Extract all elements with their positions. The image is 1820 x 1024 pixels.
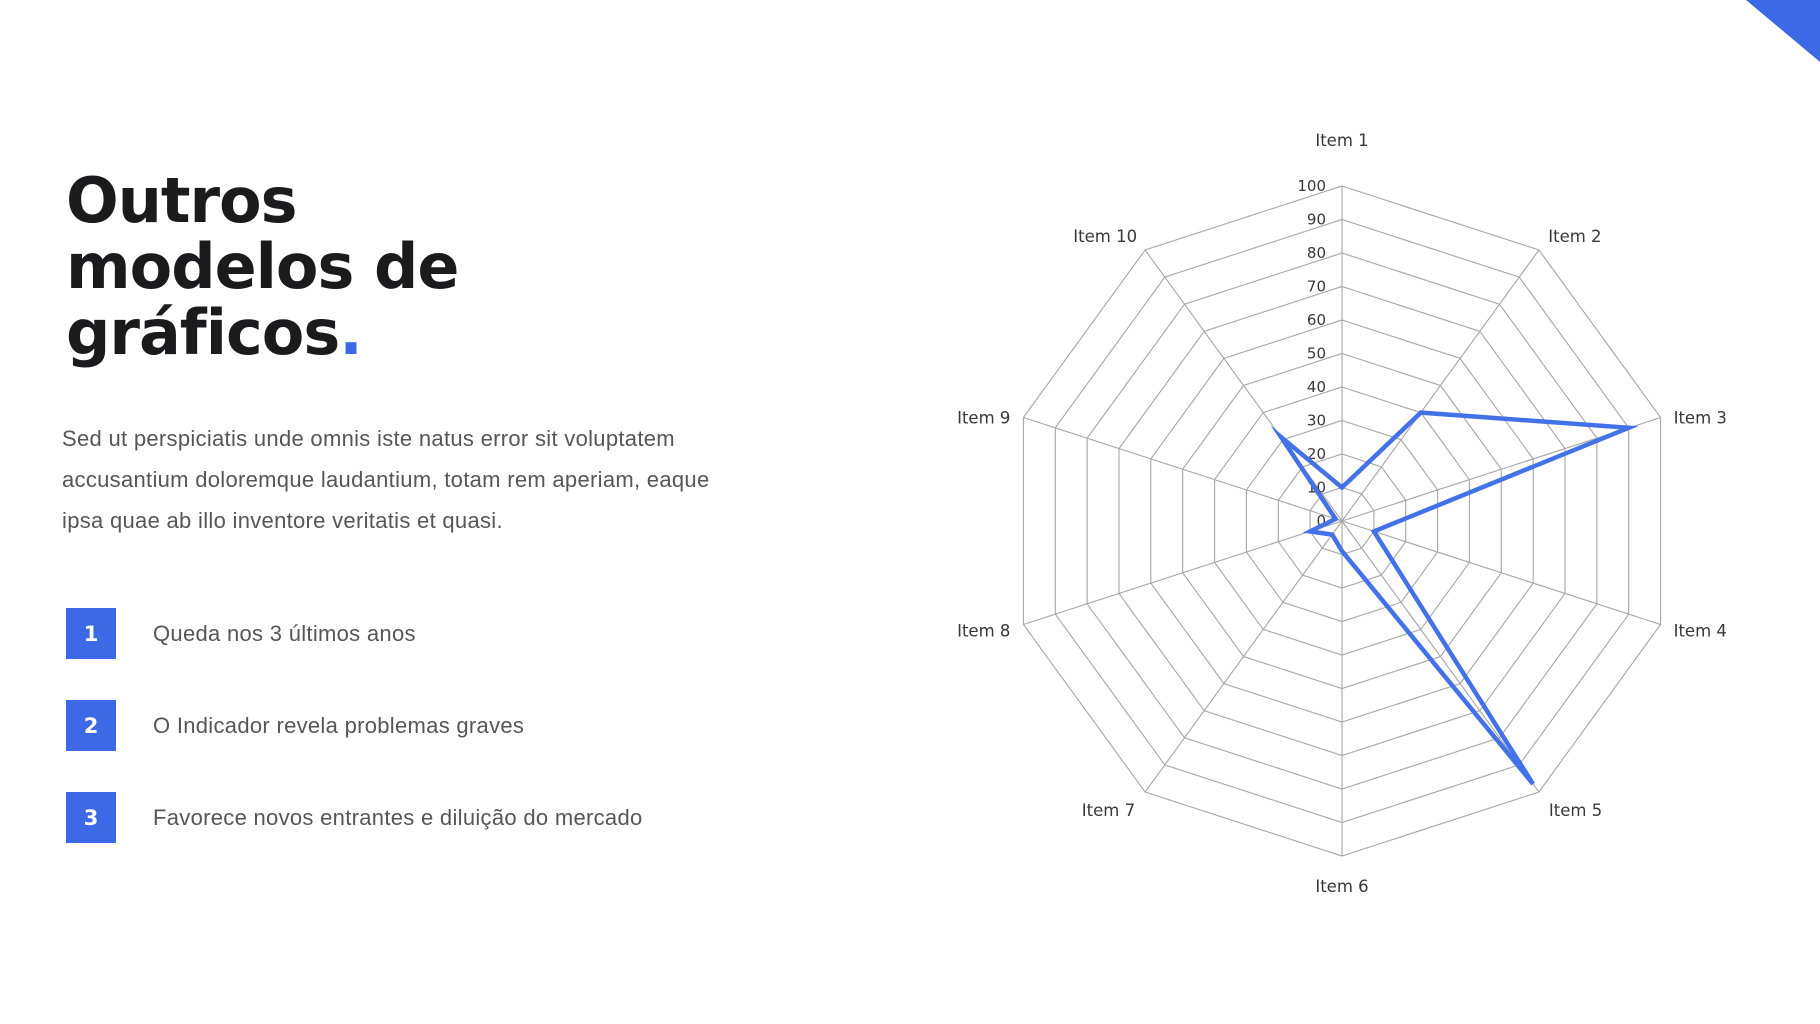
title-line-1: Outros	[66, 164, 297, 237]
list-item-text: Favorece novos entrantes e diluição do mercado	[153, 804, 643, 830]
list-item	[66, 700, 643, 751]
radar-category-label: Item 5	[1548, 801, 1603, 820]
list-item	[66, 792, 643, 843]
radar-category-label: Item 3	[1673, 408, 1727, 428]
radar-spoke	[1342, 521, 1539, 792]
list-item-number-badge: 3	[66, 792, 116, 843]
page-title	[66, 164, 459, 369]
radar-tick-label: 60	[1306, 311, 1326, 329]
radar-category-label: Item 4	[1673, 621, 1727, 641]
radar-spoke	[1342, 250, 1539, 521]
radar-category-label: Item 1	[1315, 131, 1369, 150]
radar-tick-label: 0	[1316, 512, 1326, 530]
radar-tick-label: 10	[1306, 478, 1326, 497]
numbered-list	[66, 608, 643, 884]
list-item-number-badge: 2	[66, 700, 116, 751]
radar-category-label: Item 7	[1081, 801, 1136, 820]
list-item-text: O Indicador revela problemas graves	[153, 712, 525, 738]
title-line-3: gráficos	[66, 296, 340, 369]
radar-tick-label: 20	[1306, 445, 1326, 463]
radar-tick-label: 50	[1306, 344, 1326, 363]
radar-category-label: Item 9	[957, 408, 1011, 428]
radar-category-label: Item 10	[1073, 227, 1138, 246]
radar-chart	[930, 105, 1770, 920]
radar-tick-labels	[1297, 177, 1326, 530]
radar-tick-label: 100	[1297, 177, 1326, 195]
radar-category-label: Item 6	[1315, 877, 1369, 896]
list-item-number-badge: 1	[66, 608, 116, 659]
radar-tick-label: 30	[1306, 411, 1326, 430]
list-item	[66, 608, 643, 659]
list-item-text: Queda nos 3 últimos anos	[153, 620, 416, 646]
paragraph-line: ipsa quae ab illo inventore veritatis et quasi.	[62, 508, 503, 533]
radar-tick-label: 80	[1306, 244, 1326, 262]
intro-paragraph	[62, 418, 709, 541]
title-accent-dot: .	[339, 296, 362, 369]
paragraph-line: accusantium doloremque laudantium, totam rem aperiam, eaque	[62, 467, 710, 492]
corner-accent-triangle	[1740, 0, 1820, 66]
radar-series-line	[1281, 413, 1629, 784]
triangle-shape	[1746, 0, 1820, 62]
radar-spoke	[1145, 521, 1342, 792]
paragraph-line: Sed ut perspiciatis unde omnis iste natus error sit voluptatem	[62, 426, 675, 451]
radar-category-label: Item 2	[1548, 227, 1602, 246]
radar-category-label: Item 8	[957, 621, 1011, 641]
radar-tick-label: 70	[1306, 277, 1326, 296]
radar-tick-label: 40	[1306, 378, 1326, 396]
radar-tick-label: 90	[1306, 210, 1326, 229]
title-line-2: modelos de	[66, 230, 459, 303]
